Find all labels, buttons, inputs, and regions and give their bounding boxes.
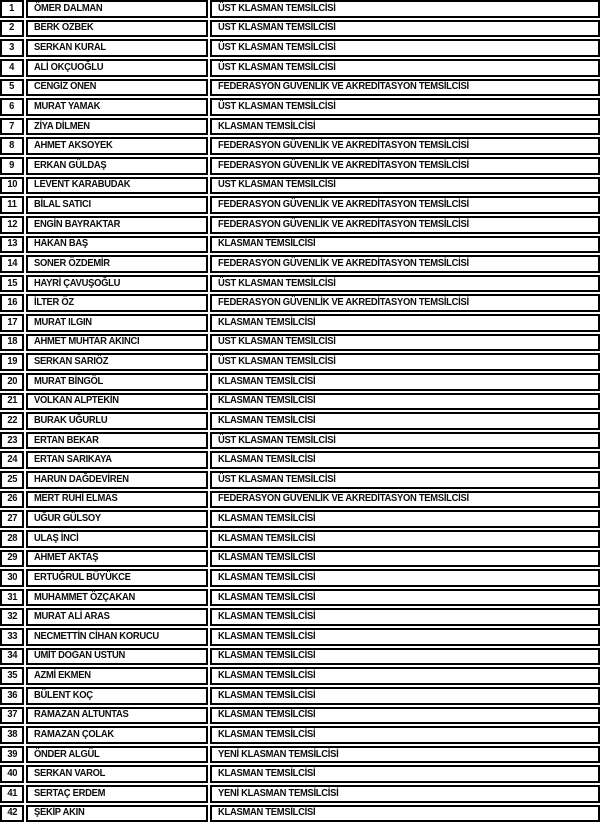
row-number: 7 xyxy=(9,120,15,132)
name-cell xyxy=(26,255,208,273)
row-number-cell xyxy=(0,294,24,312)
table-row xyxy=(0,373,600,391)
name-cell xyxy=(26,353,208,371)
role-label: KLASMAN TEMSİLCİSİ xyxy=(218,728,316,740)
row-number-cell xyxy=(0,39,24,57)
table-row xyxy=(0,393,600,411)
row-number-cell xyxy=(0,314,24,332)
table-row xyxy=(0,451,600,469)
role-label: KLASMAN TEMSİLCİSİ xyxy=(218,316,316,328)
role-cell xyxy=(210,294,600,312)
role-label: KLASMAN TEMSİLCİSİ xyxy=(218,552,316,564)
row-number: 10 xyxy=(7,179,17,191)
role-label: YENİ KLASMAN TEMSİLCİSİ xyxy=(218,787,339,799)
row-number: 42 xyxy=(7,807,17,819)
person-name: SERKAN SARIÖZ xyxy=(34,356,109,368)
name-cell xyxy=(26,569,208,587)
name-cell xyxy=(26,648,208,666)
name-cell xyxy=(26,20,208,38)
row-number: 27 xyxy=(7,513,17,525)
name-cell xyxy=(26,510,208,528)
table-row xyxy=(0,569,600,587)
name-cell xyxy=(26,334,208,352)
row-number: 3 xyxy=(9,42,15,54)
role-label: KLASMAN TEMSİLCİSİ xyxy=(218,395,316,407)
row-number: 12 xyxy=(7,218,17,230)
name-cell xyxy=(26,236,208,254)
role-label: FEDERASYON GÜVENLİK VE AKREDİTASYON TEMSİLCİSİ xyxy=(218,199,469,211)
person-name: RAMAZAN ÇOLAK xyxy=(34,728,114,740)
row-number: 40 xyxy=(7,768,17,780)
row-number: 2 xyxy=(9,22,15,34)
table-row xyxy=(0,667,600,685)
name-cell xyxy=(26,216,208,234)
row-number: 11 xyxy=(7,199,17,211)
person-name: MURAT ILGIN xyxy=(34,316,92,328)
role-cell xyxy=(210,373,600,391)
name-cell xyxy=(26,628,208,646)
row-number-cell xyxy=(0,275,24,293)
role-cell xyxy=(210,39,600,57)
role-label: KLASMAN TEMSİLCİSİ xyxy=(218,611,316,623)
name-cell xyxy=(26,118,208,136)
row-number: 24 xyxy=(7,454,17,466)
row-number: 16 xyxy=(7,297,17,309)
role-cell xyxy=(210,628,600,646)
row-number-cell xyxy=(0,569,24,587)
name-cell xyxy=(26,59,208,77)
row-number-cell xyxy=(0,491,24,509)
person-name: LEVENT KARABUDAK xyxy=(34,179,131,191)
role-cell xyxy=(210,236,600,254)
person-name: ÜMİT DOĞAN ÜSTÜN xyxy=(34,650,126,662)
role-label: ÜST KLASMAN TEMSİLCİSİ xyxy=(218,434,336,446)
role-cell xyxy=(210,20,600,38)
row-number-cell xyxy=(0,118,24,136)
person-name: AZMİ EKMEN xyxy=(34,670,91,682)
row-number: 30 xyxy=(7,571,17,583)
row-number-cell xyxy=(0,608,24,626)
role-label: ÜST KLASMAN TEMSİLCİSİ xyxy=(218,2,336,14)
table-row xyxy=(0,785,600,803)
name-cell xyxy=(26,373,208,391)
person-name: AHMET AKTAŞ xyxy=(34,552,99,564)
row-number-cell xyxy=(0,687,24,705)
row-number-cell xyxy=(0,157,24,175)
table-row xyxy=(0,491,600,509)
row-number-cell xyxy=(0,98,24,116)
person-name: BERK ÖZBEK xyxy=(34,22,94,34)
person-name: ERTAN SARIKAYA xyxy=(34,454,112,466)
row-number-cell xyxy=(0,785,24,803)
name-cell xyxy=(26,393,208,411)
role-cell xyxy=(210,393,600,411)
role-cell xyxy=(210,530,600,548)
name-cell xyxy=(26,589,208,607)
role-label: KLASMAN TEMSİLCİSİ xyxy=(218,768,316,780)
row-number: 23 xyxy=(7,434,17,446)
name-cell xyxy=(26,785,208,803)
role-cell xyxy=(210,589,600,607)
row-number-cell xyxy=(0,726,24,744)
row-number: 39 xyxy=(7,748,17,760)
row-number-cell xyxy=(0,236,24,254)
row-number: 17 xyxy=(7,316,17,328)
role-cell xyxy=(210,510,600,528)
row-number: 9 xyxy=(9,159,15,171)
name-cell xyxy=(26,314,208,332)
table-row xyxy=(0,550,600,568)
person-name: MUHAMMET ÖZÇAKAN xyxy=(34,591,135,603)
role-cell xyxy=(210,353,600,371)
role-label: KLASMAN TEMSİLCİSİ xyxy=(218,414,316,426)
role-cell xyxy=(210,412,600,430)
row-number-cell xyxy=(0,20,24,38)
row-number-cell xyxy=(0,79,24,97)
name-cell xyxy=(26,451,208,469)
person-name: MERT RUHİ ELMAS xyxy=(34,493,118,505)
name-cell xyxy=(26,491,208,509)
person-name: AHMET AKSOYEK xyxy=(34,140,113,152)
row-number-cell xyxy=(0,589,24,607)
person-name: ÖNDER ALGÜL xyxy=(34,748,100,760)
name-cell xyxy=(26,707,208,725)
role-cell xyxy=(210,451,600,469)
name-cell xyxy=(26,0,208,18)
role-cell xyxy=(210,491,600,509)
name-cell xyxy=(26,667,208,685)
role-cell xyxy=(210,765,600,783)
role-label: KLASMAN TEMSİLCİSİ xyxy=(218,120,316,132)
role-cell xyxy=(210,275,600,293)
table-row xyxy=(0,236,600,254)
role-cell xyxy=(210,314,600,332)
person-name: UĞUR GÜLSOY xyxy=(34,513,101,525)
table-row xyxy=(0,275,600,293)
row-number-cell xyxy=(0,353,24,371)
role-label: KLASMAN TEMSİLCİSİ xyxy=(218,689,316,701)
table-row xyxy=(0,177,600,195)
name-cell xyxy=(26,79,208,97)
row-number: 20 xyxy=(7,375,17,387)
row-number: 5 xyxy=(9,81,15,93)
name-cell xyxy=(26,746,208,764)
role-label: ÜST KLASMAN TEMSİLCİSİ xyxy=(218,277,336,289)
role-cell xyxy=(210,608,600,626)
person-name: RAMAZAN ALTUNTAS xyxy=(34,709,129,721)
name-cell xyxy=(26,294,208,312)
row-number: 4 xyxy=(9,61,15,73)
row-number: 19 xyxy=(7,356,17,368)
row-number-cell xyxy=(0,373,24,391)
role-label: ÜST KLASMAN TEMSİLCİSİ xyxy=(218,42,336,54)
person-name: SONER ÖZDEMİR xyxy=(34,257,110,269)
table-row xyxy=(0,805,600,822)
role-label: KLASMAN TEMSİLCİSİ xyxy=(218,709,316,721)
row-number-cell xyxy=(0,137,24,155)
name-cell xyxy=(26,98,208,116)
role-cell xyxy=(210,137,600,155)
role-label: KLASMAN TEMSİLCİSİ xyxy=(218,238,316,250)
role-label: ÜST KLASMAN TEMSİLCİSİ xyxy=(218,22,336,34)
person-name: ALİ OKÇUOĞLU xyxy=(34,61,104,73)
table-row xyxy=(0,157,600,175)
row-number: 36 xyxy=(7,689,17,701)
role-label: KLASMAN TEMSİLCİSİ xyxy=(218,670,316,682)
role-label: FEDERASYON GÜVENLİK VE AKREDİTASYON TEMSİLCİSİ xyxy=(218,159,469,171)
role-cell xyxy=(210,334,600,352)
row-number: 26 xyxy=(7,493,17,505)
role-label: KLASMAN TEMSİLCİSİ xyxy=(218,571,316,583)
table-row xyxy=(0,39,600,57)
person-name: ŞEKİP AKIN xyxy=(34,807,85,819)
person-name: MURAT BİNGÖL xyxy=(34,375,104,387)
table-row xyxy=(0,432,600,450)
table-row xyxy=(0,765,600,783)
row-number-cell xyxy=(0,765,24,783)
row-number-cell xyxy=(0,255,24,273)
name-cell xyxy=(26,432,208,450)
role-cell xyxy=(210,648,600,666)
person-name: MURAT ALİ ARAS xyxy=(34,611,110,623)
name-cell xyxy=(26,137,208,155)
role-label: FEDERASYON GÜVENLİK VE AKREDİTASYON TEMSİLCİSİ xyxy=(218,218,469,230)
row-number-cell xyxy=(0,451,24,469)
name-cell xyxy=(26,550,208,568)
row-number: 35 xyxy=(7,670,17,682)
role-label: FEDERASYON GÜVENLİK VE AKREDİTASYON TEMSİLCİSİ xyxy=(218,493,469,505)
row-number-cell xyxy=(0,0,24,18)
role-cell xyxy=(210,746,600,764)
person-name: HAYRİ ÇAVUŞOĞLU xyxy=(34,277,121,289)
role-label: KLASMAN TEMSİLCİSİ xyxy=(218,532,316,544)
name-cell xyxy=(26,412,208,430)
table-row xyxy=(0,707,600,725)
table-row xyxy=(0,294,600,312)
row-number: 14 xyxy=(7,257,17,269)
person-name: SERTAÇ ERDEM xyxy=(34,787,106,799)
table-row xyxy=(0,412,600,430)
person-name: SERKAN KURAL xyxy=(34,42,106,54)
row-number-cell xyxy=(0,196,24,214)
table-row xyxy=(0,216,600,234)
person-name: AHMET MUHTAR AKINCI xyxy=(34,336,140,348)
name-cell xyxy=(26,39,208,57)
person-name: ULAŞ İNCİ xyxy=(34,532,79,544)
name-cell xyxy=(26,765,208,783)
person-name: VOLKAN ALPTEKİN xyxy=(34,395,119,407)
table-row xyxy=(0,726,600,744)
table-row xyxy=(0,746,600,764)
table-row xyxy=(0,510,600,528)
table-row xyxy=(0,255,600,273)
row-number: 28 xyxy=(7,532,17,544)
row-number-cell xyxy=(0,648,24,666)
role-label: FEDERASYON GÜVENLİK VE AKREDİTASYON TEMSİLCİSİ xyxy=(218,81,469,93)
row-number: 18 xyxy=(7,336,17,348)
row-number: 13 xyxy=(7,238,17,250)
person-name: HAKAN BAŞ xyxy=(34,238,88,250)
role-label: ÜST KLASMAN TEMSİLCİSİ xyxy=(218,100,336,112)
row-number: 25 xyxy=(7,473,17,485)
role-label: KLASMAN TEMSİLCİSİ xyxy=(218,650,316,662)
row-number: 15 xyxy=(7,277,17,289)
name-cell xyxy=(26,196,208,214)
role-cell xyxy=(210,432,600,450)
role-label: ÜST KLASMAN TEMSİLCİSİ xyxy=(218,179,336,191)
table-row xyxy=(0,334,600,352)
row-number: 38 xyxy=(7,728,17,740)
row-number: 22 xyxy=(7,414,17,426)
row-number-cell xyxy=(0,707,24,725)
person-name: ERKAN GÜLDAŞ xyxy=(34,159,107,171)
table-row xyxy=(0,0,600,18)
person-name: İLTER ÖZ xyxy=(34,297,74,309)
role-label: KLASMAN TEMSİLCİSİ xyxy=(218,513,316,525)
row-number-cell xyxy=(0,432,24,450)
role-label: FEDERASYON GÜVENLİK VE AKREDİTASYON TEMSİLCİSİ xyxy=(218,257,469,269)
person-name: ENGİN BAYRAKTAR xyxy=(34,218,121,230)
person-name: ÖMER DALMAN xyxy=(34,2,103,14)
table-row xyxy=(0,608,600,626)
role-cell xyxy=(210,98,600,116)
role-label: ÜST KLASMAN TEMSİLCİSİ xyxy=(218,336,336,348)
name-cell xyxy=(26,726,208,744)
row-number-cell xyxy=(0,550,24,568)
table-row xyxy=(0,59,600,77)
name-cell xyxy=(26,177,208,195)
role-cell xyxy=(210,726,600,744)
role-cell xyxy=(210,59,600,77)
person-name: BÜLENT KOÇ xyxy=(34,689,93,701)
role-cell xyxy=(210,569,600,587)
table-row xyxy=(0,687,600,705)
role-cell xyxy=(210,255,600,273)
table-row xyxy=(0,471,600,489)
row-number-cell xyxy=(0,510,24,528)
role-label: ÜST KLASMAN TEMSİLCİSİ xyxy=(218,356,336,368)
table-row xyxy=(0,314,600,332)
person-name: HARUN DAĞDEVİREN xyxy=(34,473,129,485)
role-cell xyxy=(210,157,600,175)
row-number: 1 xyxy=(9,2,15,14)
row-number: 6 xyxy=(9,100,15,112)
name-cell xyxy=(26,471,208,489)
row-number-cell xyxy=(0,59,24,77)
row-number-cell xyxy=(0,412,24,430)
role-label: KLASMAN TEMSİLCİSİ xyxy=(218,630,316,642)
table-row xyxy=(0,196,600,214)
person-name: CENGİZ ÖNEN xyxy=(34,81,97,93)
row-number-cell xyxy=(0,334,24,352)
table-row xyxy=(0,79,600,97)
person-name: BİLAL SATICI xyxy=(34,199,91,211)
row-number-cell xyxy=(0,393,24,411)
table-row xyxy=(0,530,600,548)
role-label: KLASMAN TEMSİLCİSİ xyxy=(218,454,316,466)
person-name: BURAK UĞURLU xyxy=(34,414,108,426)
row-number: 32 xyxy=(7,611,17,623)
role-cell xyxy=(210,550,600,568)
role-cell xyxy=(210,785,600,803)
row-number-cell xyxy=(0,667,24,685)
role-label: ÜST KLASMAN TEMSİLCİSİ xyxy=(218,473,336,485)
row-number: 31 xyxy=(7,591,17,603)
row-number-cell xyxy=(0,177,24,195)
person-name: ZİYA DİLMEN xyxy=(34,120,90,132)
role-cell xyxy=(210,196,600,214)
row-number: 21 xyxy=(7,395,17,407)
role-cell xyxy=(210,471,600,489)
role-cell xyxy=(210,216,600,234)
name-cell xyxy=(26,687,208,705)
person-name: SERKAN VAROL xyxy=(34,768,106,780)
person-name: MURAT YAMAK xyxy=(34,100,101,112)
table-row xyxy=(0,98,600,116)
row-number: 29 xyxy=(7,552,17,564)
role-label: YENİ KLASMAN TEMSİLCİSİ xyxy=(218,748,339,760)
row-number-cell xyxy=(0,471,24,489)
table-row xyxy=(0,589,600,607)
role-label: ÜST KLASMAN TEMSİLCİSİ xyxy=(218,61,336,73)
role-cell xyxy=(210,667,600,685)
name-cell xyxy=(26,157,208,175)
role-cell xyxy=(210,118,600,136)
name-cell xyxy=(26,805,208,822)
name-cell xyxy=(26,530,208,548)
row-number-cell xyxy=(0,216,24,234)
role-cell xyxy=(210,805,600,822)
role-cell xyxy=(210,177,600,195)
role-cell xyxy=(210,0,600,18)
role-label: KLASMAN TEMSİLCİSİ xyxy=(218,591,316,603)
person-name: NECMETTİN CİHAN KORUCU xyxy=(34,630,159,642)
role-cell xyxy=(210,79,600,97)
row-number: 33 xyxy=(7,630,17,642)
row-number-cell xyxy=(0,746,24,764)
table-row xyxy=(0,137,600,155)
role-cell xyxy=(210,687,600,705)
row-number-cell xyxy=(0,530,24,548)
table-row xyxy=(0,118,600,136)
row-number: 8 xyxy=(9,140,15,152)
table-row xyxy=(0,628,600,646)
table-row xyxy=(0,20,600,38)
row-number: 34 xyxy=(7,650,17,662)
row-number-cell xyxy=(0,805,24,822)
role-label: KLASMAN TEMSİLCİSİ xyxy=(218,375,316,387)
role-label: FEDERASYON GÜVENLİK VE AKREDİTASYON TEMSİLCİSİ xyxy=(218,140,469,152)
row-number: 37 xyxy=(7,709,17,721)
name-cell xyxy=(26,608,208,626)
person-name: ERTAN BEKAR xyxy=(34,434,99,446)
table-row xyxy=(0,648,600,666)
role-cell xyxy=(210,707,600,725)
role-label: FEDERASYON GÜVENLİK VE AKREDİTASYON TEMSİLCİSİ xyxy=(218,297,469,309)
person-name: ERTUĞRUL BÜYÜKCE xyxy=(34,571,131,583)
name-cell xyxy=(26,275,208,293)
role-label: KLASMAN TEMSİLCİSİ xyxy=(218,807,316,819)
row-number-cell xyxy=(0,628,24,646)
row-number: 41 xyxy=(7,787,17,799)
table-row xyxy=(0,353,600,371)
